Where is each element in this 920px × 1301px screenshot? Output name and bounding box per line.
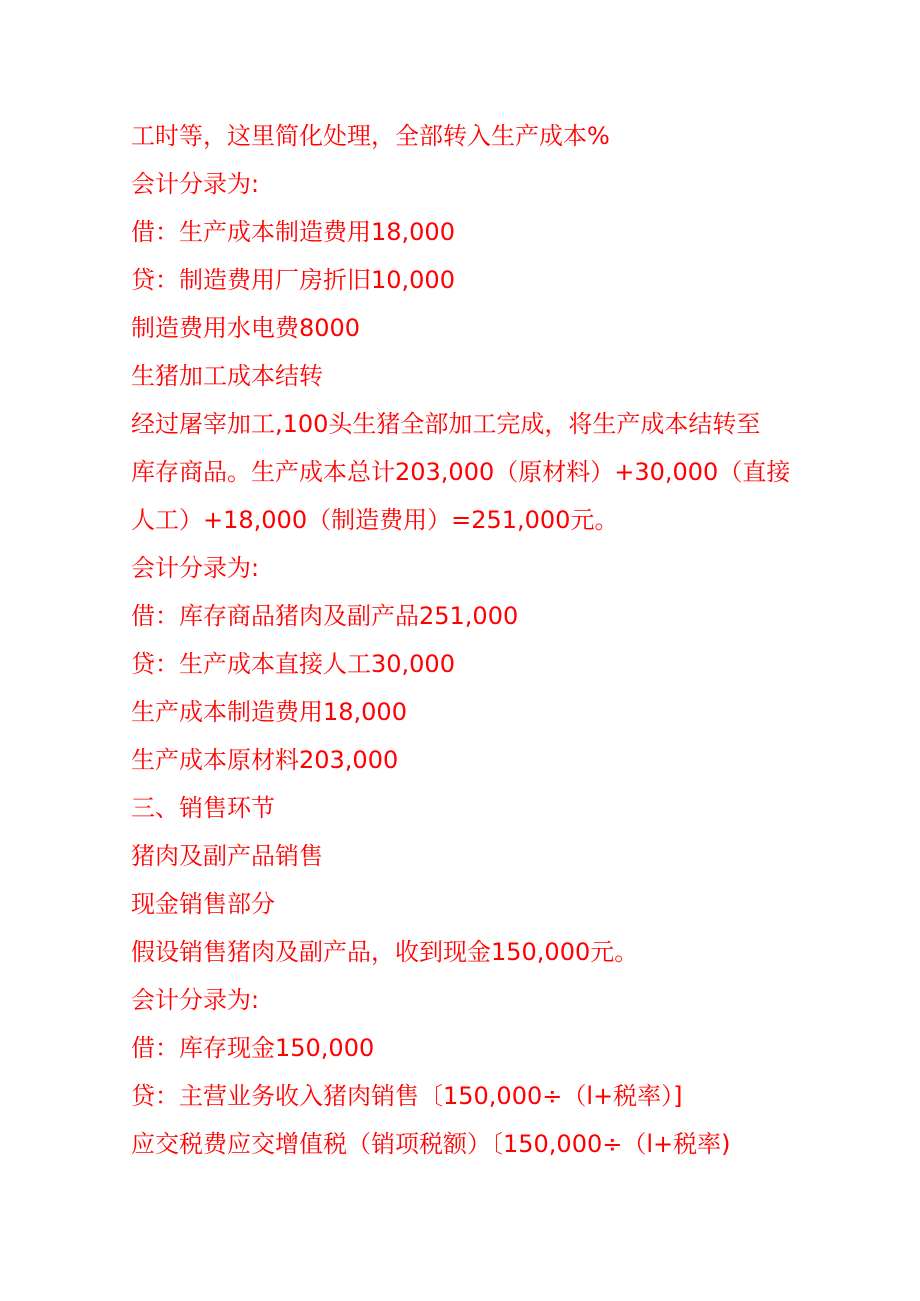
section-subheading: 猪肉及副产品销售 [131,842,323,870]
text-line: 工时等，这里简化处理，全部转入生产成本% [131,122,610,150]
journal-entry-credit: 贷：生产成本直接人工30,000 [131,650,455,678]
journal-entry-credit: 贷：制造费用厂房折旧10,000 [131,266,455,294]
journal-entry-credit: 贷：主营业务收入猪肉销售〔150,000÷（l+税率）] [131,1082,683,1110]
paragraph-line: 人工）+18,000（制造费用）=251,000元。 [131,506,619,534]
journal-entry-debit: 借：库存现金150,000 [131,1034,375,1062]
journal-entry-debit: 借：库存商品猪肉及副产品251,000 [131,602,519,630]
journal-entry-credit: 应交税费应交增值税（销项税额）〔150,000÷（l+税率) [131,1130,731,1158]
paragraph-line: 经过屠宰加工,100头生猪全部加工完成，将生产成本结转至 [131,410,761,438]
section-subheading: 生猪加工成本结转 [131,362,323,390]
journal-entry-credit: 生产成本原材料203,000 [131,746,399,774]
journal-entry-credit: 制造费用水电费8000 [131,314,361,342]
text-line: 会计分录为: [131,170,260,198]
journal-entry-debit: 借：生产成本制造费用18,000 [131,218,455,246]
text-line: 会计分录为: [131,554,260,582]
journal-entry-credit: 生产成本制造费用18,000 [131,698,407,726]
section-heading: 三、销售环节 [131,794,275,822]
document-body [131,112,811,1168]
paragraph-line: 库存商品。生产成本总计203,000（原材料）+30,000（直接 [131,458,791,486]
section-subheading: 现金销售部分 [131,890,275,918]
text-line: 会计分录为: [131,986,260,1014]
paragraph-line: 假设销售猪肉及副产品，收到现金150,000元。 [131,938,639,966]
